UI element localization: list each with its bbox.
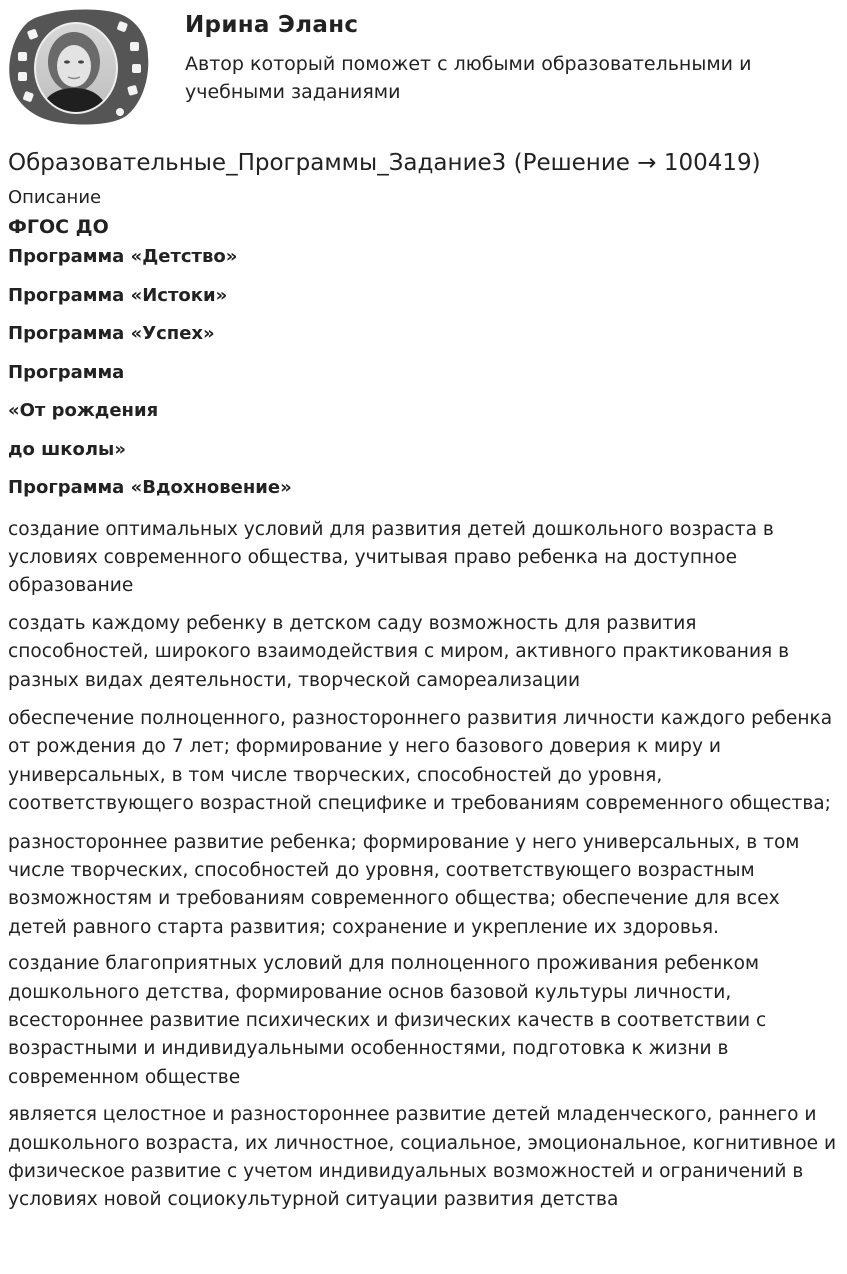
goal-paragraph: обеспечение полноценного, разностороннего развития личности каждого ребенка от рождения до 7 лет; формирование у него базового доверия к миру и универсальных, в том числе творческих, способностей до уровня, соответствующего возрастной специфике и требованиям современного общества; — [8, 707, 833, 815]
goal-paragraph: создание благоприятных условий для полноценного проживания ребенком дошкольного детства, формирование основ базовой культуры личности, всестороннее развитие психических и физических качеств в соответствии с возрастными и индивидуальными особенностями, подготовка к жизни в современном обществе — [8, 953, 767, 1088]
standard-heading: ФГОС ДО — [8, 216, 109, 238]
author-bio: Автор который поможет с любыми образовательными и учебными заданиями — [185, 53, 752, 103]
program-item: Программа — [8, 361, 125, 383]
program-goals — [8, 516, 842, 1215]
avatar — [8, 8, 150, 126]
program-item: Программа «Успех» — [8, 323, 215, 344]
program-item: Программа «Детство» — [8, 246, 238, 267]
author-name: Ирина Эланс — [185, 12, 359, 38]
program-item: до школы» — [8, 438, 126, 460]
goal-paragraph: разностороннее развитие ребенка; формирование у него универсальных, в том числе творческих, способностей до уровня, соответствующего возрастным возможностям и требованиям современного общества; обеспечение для всех детей равного старта развития; сохранение и укрепление их здоровья. — [8, 831, 800, 938]
goal-paragraph: создание оптимальных условий для развития детей дошкольного возраста в условиях современного общества, учитывая право ребенка на доступное образование — [8, 518, 774, 597]
author-photo-icon — [8, 8, 150, 126]
document-title: Образовательные_Программы_Задание3 (Решение → 100419) — [8, 150, 761, 176]
goal-paragraph: является целостное и разностороннее развитие детей младенческого, раннего и дошкольного возраста, их личностное, социальное, эмоциональное, когнитивное и физическое развитие с учетом индивидуальных возможностей и ограничений в условиях новой социокультурной ситуации развития детства — [8, 1104, 837, 1211]
author-header — [0, 0, 847, 130]
program-item: Программа «Вдохновение» — [8, 477, 292, 498]
program-item: «От рождения — [8, 400, 159, 421]
goal-paragraph: создать каждому ребенку в детском саду возможность для развития способностей, широкого взаимодействия с миром, активного практикования в разных видах деятельности, творческой самореализации — [8, 612, 790, 691]
description-label: Описание — [8, 187, 102, 208]
program-item: Программа «Истоки» — [8, 284, 228, 306]
document-content — [8, 146, 842, 1224]
program-list — [8, 246, 842, 499]
